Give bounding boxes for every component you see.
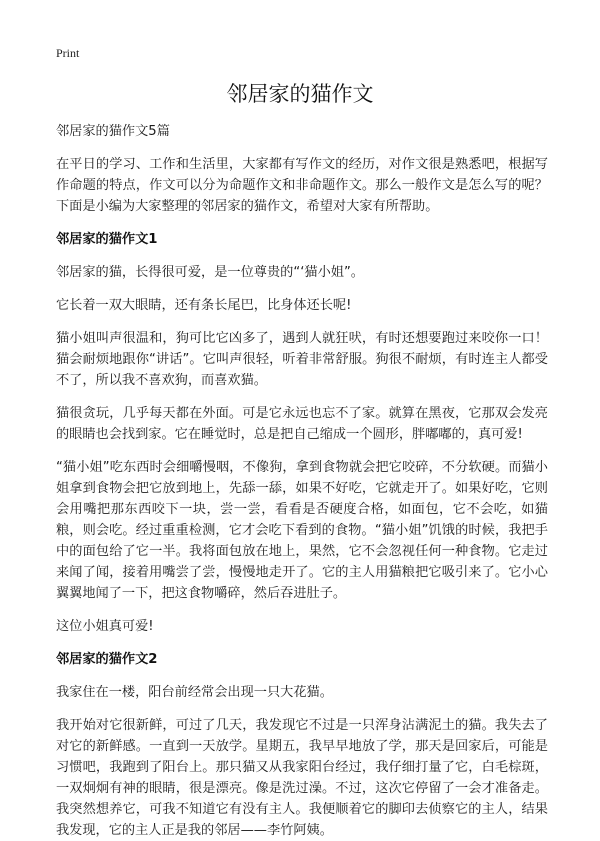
intro-paragraph: 在平日的学习、工作和生活里，大家都有写作文的经历，对作文很是熟悉吧，根据写作命题的特点，作文可以分为命题作文和非命题作文。那么一般作文是怎么写的呢？下面是小编为大家整理的邻居家的猫作文，希望对大家有所帮助。	[56, 157, 548, 214]
paragraph: 这位小姐真可爱!	[56, 619, 154, 634]
section-heading-1: 邻居家的猫作文1	[56, 232, 158, 247]
paragraph: 邻居家的猫，长得很可爱，是一位尊贵的“‘猫小姐”。	[56, 265, 364, 280]
paragraph: 猫小姐叫声很温和，狗可比它凶多了，遇到人就狂吠，有时还想要跑过来咬你一口！猫会耐烦地跟你“讲话”。它叫声很轻，听着非常舒服。狗很不耐烦，有时连主人都受不了，所以我不喜欢狗，而喜欢猫。	[56, 331, 548, 388]
page-title: 邻居家的猫作文	[226, 82, 374, 106]
paragraph: “猫小姐”吃东西时会细嚼慢咽，不像狗，拿到食物就会把它咬碎，不分软硬。而猫小姐拿到食物会把它放到地上，先舔一舔，如果不好吃，它就走开了。如果好吃，它则会用嘴把那东西咬下一块，尝一尝，看看是否硬度合格，如面包，它不会吃，如猫粮，则会吃。经过重重检测，它才会吃下看到的食物。“猫小姐”饥饿的时候，我把手中的面包给了它一半。我将面包放在地上，果然，它不会忽视任何一种食物。它走过来闻了闻，接着用嘴尝了尝，慢慢地走开了。它的主人用猫粮把它吸引来了。它小心翼翼地闻了一下，把这食物嚼碎，然后吞进肚子。	[56, 460, 548, 601]
paragraph: 它长着一双大眼睛，还有条长尾巴，比身体还长呢!	[56, 298, 352, 313]
paragraph: 我开始对它很新鲜，可过了几天，我发现它不过是一只浑身沾满泥土的猫。我失去了对它的新鲜感。一直到一天放学。星期五，我早早地放了学，那天是回家后，可能是习惯吧，我跑到了阳台上。那只猫又从我家阳台经过，我仔细打量了它，白毛棕斑，一双炯炯有神的眼睛，很是漂亮。像是洗过澡。不过，这次它停留了一会才准备走。我突然想养它，可我不知道它有没有主人。我便顺着它的脚印去侦察它的主人，结果我发现，它的主人正是我的邻居——李竹阿姨。	[56, 718, 548, 838]
section-heading-2: 邻居家的猫作文2	[56, 652, 158, 667]
article-subtitle: 邻居家的猫作文5篇	[56, 124, 170, 139]
print-link[interactable]: Print	[56, 46, 80, 60]
paragraph: 我家住在一楼，阳台前经常会出现一只大花猫。	[56, 685, 333, 700]
paragraph: 猫很贪玩，几乎每天都在外面。可是它永远也忘不了家。就算在黑夜，它那双会发亮的眼睛也会找到家。它在睡觉时，总是把自己缩成一个圆形，胖嘟嘟的，真可爱!	[56, 406, 548, 442]
article-body	[56, 121, 548, 841]
